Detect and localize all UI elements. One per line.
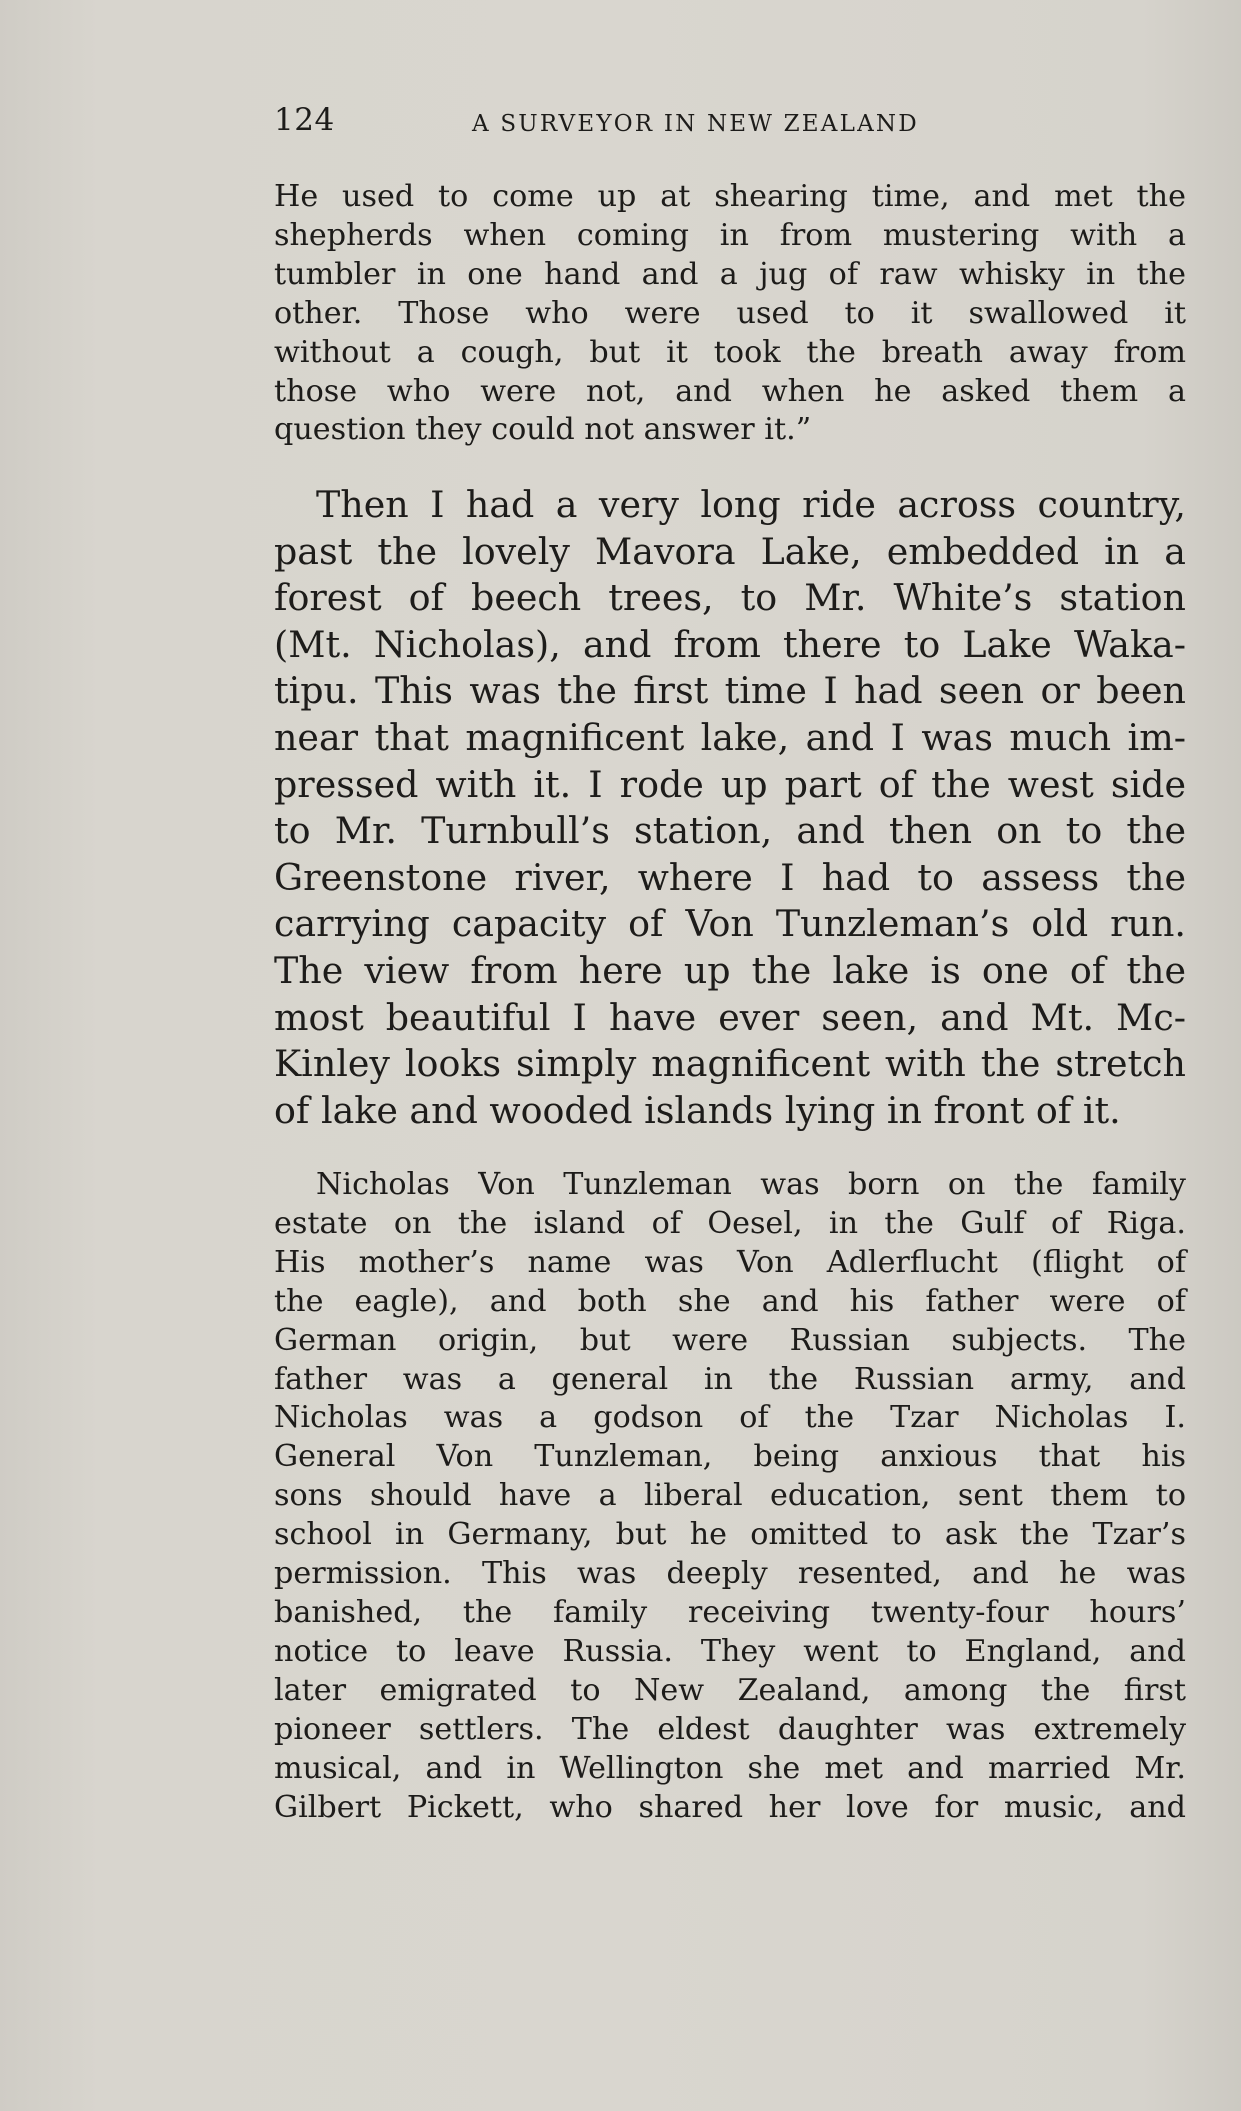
- text-line: other. Those who were used to it swallowed it: [274, 295, 1186, 331]
- text-line: German origin, but were Russian subjects. The: [274, 1322, 1186, 1358]
- text-line: The view from here up the lake is one of the: [274, 948, 1186, 992]
- text-line: tipu. This was the first time I had seen or been: [274, 669, 1186, 713]
- text-line: Nicholas was a godson of the Tzar Nicholas I.: [274, 1400, 1186, 1436]
- running-head: [274, 98, 1186, 148]
- page-number: 124: [274, 102, 335, 138]
- text-line: past the lovely Mavora Lake, embedded in a: [274, 529, 1186, 573]
- text-line: school in Germany, but he omitted to ask the Tzar’s: [274, 1517, 1186, 1553]
- quote-paragraph: [274, 178, 1186, 450]
- text-line: permission. This was deeply resented, and he was: [274, 1556, 1186, 1592]
- text-line: later emigrated to New Zealand, among the first: [274, 1672, 1186, 1708]
- book-page: [274, 98, 1186, 1825]
- narrative-paragraph: [274, 482, 1186, 1134]
- text-line: General Von Tunzleman, being anxious that his: [274, 1439, 1186, 1475]
- text-line: to Mr. Turnbull’s station, and then on to the: [274, 809, 1186, 853]
- text-line: Greenstone river, where I had to assess the: [274, 855, 1186, 899]
- text-line: musical, and in Wellington she met and married Mr.: [274, 1750, 1186, 1786]
- text-line: banished, the family receiving twenty-four hours’: [274, 1594, 1186, 1630]
- text-line: tumbler in one hand and a jug of raw whisky in the: [274, 256, 1186, 292]
- text-line: He used to come up at shearing time, and met the: [274, 179, 1186, 214]
- text-line: shepherds when coming in from mustering with a: [274, 217, 1186, 253]
- footnote-paragraph: [274, 1166, 1186, 1827]
- text-line: forest of beech trees, to Mr. White’s station: [274, 576, 1186, 620]
- text-line: His mother’s name was Von Adlerflucht (flight of: [274, 1244, 1186, 1280]
- text-line: father was a general in the Russian army, and: [274, 1361, 1186, 1397]
- text-line: Nicholas Von Tunzleman was born on the family: [316, 1167, 1186, 1202]
- text-line: Then I had a very long ride across country,: [316, 483, 1186, 526]
- text-line: question they could not answer it.”: [274, 412, 812, 448]
- text-line: near that magnificent lake, and I was much im-: [274, 715, 1186, 759]
- text-line: pioneer settlers. The eldest daughter was extremely: [274, 1711, 1186, 1747]
- text-line: Kinley looks simply magnificent with the stretch: [274, 1042, 1186, 1086]
- text-line: notice to leave Russia. They went to England, and: [274, 1633, 1186, 1669]
- text-line: those who were not, and when he asked them a: [274, 373, 1186, 409]
- text-line: (Mt. Nicholas), and from there to Lake Waka-: [274, 622, 1186, 666]
- text-line: estate on the island of Oesel, in the Gulf of Riga.: [274, 1205, 1186, 1241]
- text-line: the eagle), and both she and his father were of: [274, 1283, 1186, 1319]
- text-line: sons should have a liberal education, sent them to: [274, 1478, 1186, 1514]
- book-title: A SURVEYOR IN NEW ZEALAND: [472, 111, 919, 137]
- text-line: pressed with it. I rode up part of the west side: [274, 762, 1186, 806]
- text-line: of lake and wooded islands lying in front of it.: [274, 1088, 1121, 1132]
- text-line: Gilbert Pickett, who shared her love for music, and: [274, 1789, 1186, 1825]
- text-line: without a cough, but it took the breath away from: [274, 334, 1186, 370]
- text-line: most beautiful I have ever seen, and Mt. Mc-: [274, 995, 1186, 1039]
- text-line: carrying capacity of Von Tunzleman’s old run.: [274, 902, 1186, 946]
